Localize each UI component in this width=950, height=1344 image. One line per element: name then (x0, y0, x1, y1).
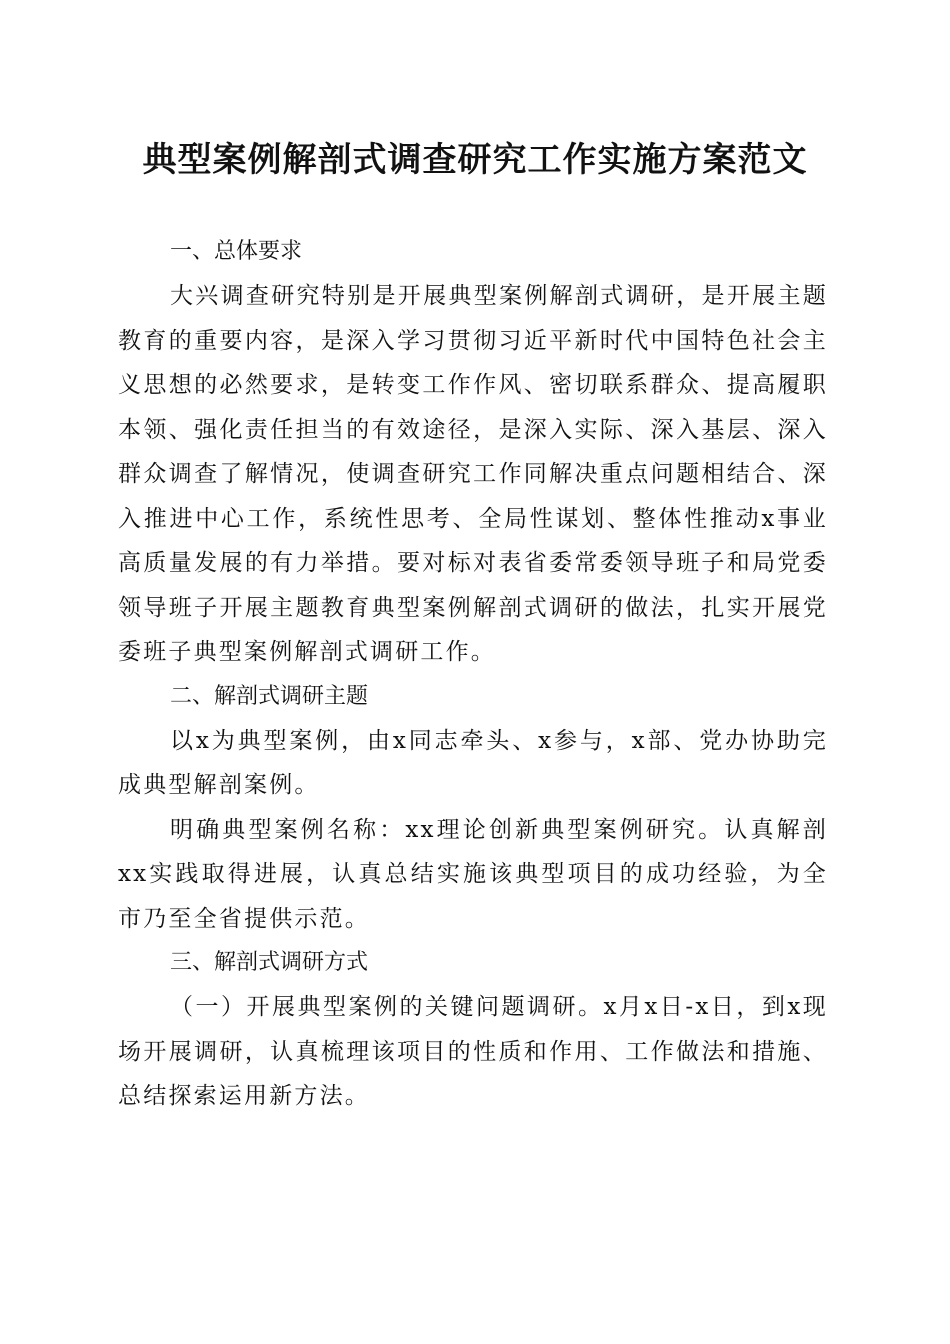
body-paragraph: 大兴调查研究特别是开展典型案例解剖式调研，是开展主题教育的重要内容，是深入学习贯彻习近平新时代中国特色社会主义思想的必然要求，是转变工作作风、密切联系群众、提高履职本领、强化责任担当的有效途径，是深入实际、深入基层、深入群众调查了解情况，使调查研究工作同解决重点问题相结合、深入推进中心工作，系统性思考、全局性谋划、整体性推动x事业高质量发展的有力举措。要对标对表省委常委领导班子和局党委领导班子开展主题教育典型案例解剖式调研的做法，扎实开展党委班子典型案例解剖式调研工作。 (118, 283, 828, 665)
document-title: 典型案例解剖式调查研究工作实施方案范文 (142, 140, 808, 180)
body-paragraph: 明确典型案例名称：xx理论创新典型案例研究。认真解剖xx实践取得进展，认真总结实施该典型项目的成功经验，为全市乃至全省提供示范。 (118, 816, 828, 932)
section-heading: 三、解剖式调研方式 (170, 950, 369, 975)
document-body (118, 230, 828, 1119)
body-paragraph: （一）开展典型案例的关键问题调研。x月x日-x日，到x现场开展调研，认真梳理该项目的性质和作用、工作做法和措施、总结探索运用新方法。 (118, 994, 828, 1109)
body-paragraph: 以x为典型案例，由x同志牵头、x参与，x部、党办协助完成典型解剖案例。 (118, 727, 828, 798)
section-heading: 一、总体要求 (170, 239, 303, 264)
section-heading: 二、解剖式调研主题 (170, 683, 369, 709)
